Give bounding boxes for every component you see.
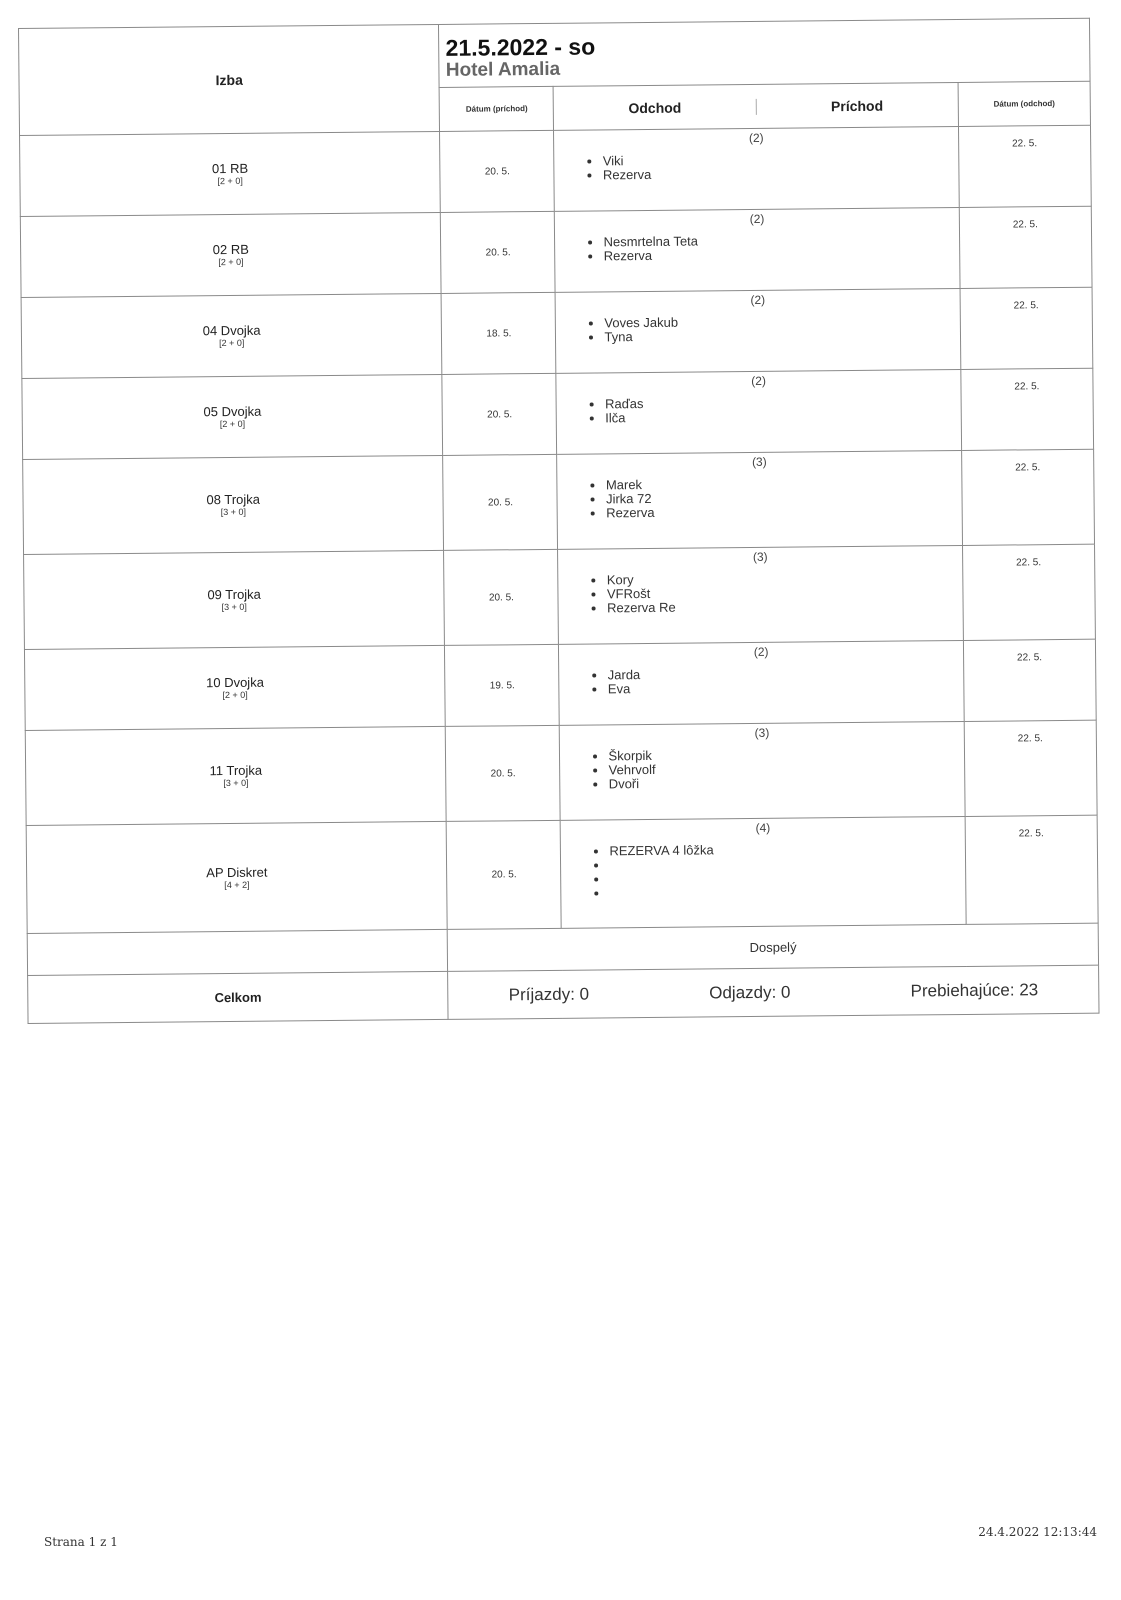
room-name: 02 RB	[212, 241, 249, 258]
room-name: 01 RB	[211, 160, 249, 177]
guest-cell	[561, 816, 966, 928]
table-row	[24, 639, 1096, 730]
adult-label: Dospelý	[448, 923, 1099, 971]
room-name: 04 Dvojka	[202, 322, 261, 339]
guest-item: • Marek	[606, 475, 961, 492]
guest-item: • Jirka 72	[606, 489, 961, 506]
room-capacity: [2 + 0]	[219, 337, 245, 349]
guest-list	[556, 232, 960, 264]
room-cell	[23, 455, 444, 554]
guest-item: • Dvoři	[609, 774, 964, 791]
guest-count: (3)	[752, 549, 768, 564]
total-label: Celkom	[28, 971, 449, 1023]
adult-row-blank	[27, 929, 448, 975]
departure-date: 22. 5.	[964, 720, 1097, 816]
departure-date: 22. 5.	[959, 206, 1092, 288]
room-name: AP Diskret	[206, 864, 268, 880]
guest-item: • REZERVA 4 lôžka	[609, 841, 964, 858]
guest-list	[561, 841, 965, 901]
hotel-name: Hotel Amalia	[445, 58, 561, 81]
departures-total: Odjazdy: 0	[709, 982, 791, 1002]
room-capacity: [3 + 0]	[220, 506, 247, 518]
guest-item: • Raďas	[605, 394, 960, 411]
room-cell	[24, 550, 445, 649]
guest-count: (2)	[750, 292, 766, 307]
guest-item: • Kory	[607, 570, 962, 587]
arrival-date: 20. 5.	[442, 373, 557, 455]
header-arrival-date: Dátum (príchod)	[439, 86, 554, 131]
header-room: Izba	[19, 24, 440, 135]
departure-date: 22. 5.	[965, 815, 1098, 924]
departure-date: 22. 5.	[963, 639, 1096, 721]
guest-count: (3)	[754, 725, 770, 740]
totals-cell	[448, 965, 1099, 1019]
guest-item: • Škorpik	[608, 746, 963, 763]
room-cell	[26, 821, 447, 933]
guest-item: • Rezerva Re	[607, 598, 962, 615]
guest-cell	[556, 369, 961, 454]
header-arrival: Príchod	[830, 97, 884, 114]
room-name: 09 Trojka	[207, 586, 261, 603]
room-capacity: [2 + 0]	[217, 175, 243, 187]
arrival-date: 20. 5.	[443, 454, 558, 550]
guest-item: • Voves Jakub	[604, 313, 959, 330]
guest-list	[560, 746, 964, 792]
table-row	[26, 815, 1098, 933]
guest-cell	[560, 721, 965, 820]
guest-cell	[556, 288, 961, 373]
guest-list	[560, 665, 964, 697]
guest-cell	[558, 545, 963, 644]
report-sheet	[18, 18, 1100, 1024]
room-name: 08 Trojka	[206, 491, 261, 508]
page-number: Strana 1 z 1	[44, 1535, 118, 1549]
table-row	[25, 720, 1097, 825]
guest-list	[557, 394, 961, 426]
guest-count: (2)	[749, 211, 765, 226]
table-row	[20, 206, 1092, 297]
header-row-top	[19, 18, 1091, 91]
guest-item: • Rezerva	[604, 246, 959, 263]
arrival-date: 20. 5.	[444, 549, 559, 645]
room-cell	[20, 212, 441, 297]
guest-item: • Jarda	[608, 665, 963, 682]
printed-timestamp: 24.4.2022 12:13:44	[978, 1525, 1097, 1539]
guest-count: (3)	[751, 454, 767, 469]
table-row	[21, 287, 1093, 378]
guest-count: (2)	[748, 130, 764, 145]
header-departure: Odchod	[554, 98, 756, 116]
departure-date: 22. 5.	[961, 368, 1094, 450]
guest-item: • VFRošt	[607, 584, 962, 601]
departure-date: 22. 5.	[962, 544, 1095, 640]
room-cell	[21, 293, 442, 378]
guest-list	[555, 151, 959, 183]
guest-item: • Rezerva	[603, 165, 958, 182]
room-name: 05 Dvojka	[203, 403, 262, 420]
room-capacity: [2 + 0]	[218, 256, 244, 268]
guest-count: (2)	[751, 373, 766, 388]
ongoing-total: Prebiehajúce: 23	[910, 979, 1039, 1000]
room-capacity: [4 + 2]	[224, 879, 250, 890]
guest-item: • Viki	[603, 151, 958, 168]
guest-count: (2)	[753, 644, 769, 659]
report-title	[439, 18, 1090, 87]
departure-date: 22. 5.	[958, 125, 1091, 207]
room-cell	[22, 374, 443, 459]
room-cell	[24, 645, 445, 730]
room-cell	[20, 131, 441, 216]
room-name: 11 Trojka	[209, 762, 263, 779]
table-row	[20, 125, 1092, 216]
arrival-date: 19. 5.	[445, 644, 560, 726]
guest-cell	[555, 207, 960, 292]
guest-item: • Ilča	[605, 408, 960, 425]
totals-row	[28, 965, 1099, 1023]
guest-count: (4)	[755, 820, 771, 835]
arrival-date: 20. 5.	[441, 211, 556, 293]
header-departure-arrival	[554, 82, 959, 130]
header-departure-date: Dátum (odchod)	[958, 81, 1091, 126]
room-cell	[25, 726, 446, 825]
arrival-date: 20. 5.	[446, 725, 561, 821]
room-table	[18, 18, 1100, 1024]
guest-item: • Eva	[608, 679, 963, 696]
room-capacity: [3 + 0]	[221, 601, 247, 613]
guest-item: • Nesmrtelna Teta	[604, 232, 959, 249]
guest-cell	[557, 450, 962, 549]
room-capacity: [3 + 0]	[223, 777, 249, 789]
guest-list	[558, 475, 962, 521]
guest-list	[559, 570, 963, 616]
guest-list	[556, 313, 960, 345]
guest-item: • Rezerva	[606, 503, 961, 520]
arrival-date: 20. 5.	[440, 130, 555, 212]
arrival-date: 18. 5.	[441, 292, 556, 374]
table-row	[22, 368, 1094, 459]
guest-cell	[559, 640, 964, 725]
guest-item	[610, 883, 965, 900]
report-date: 21.5.2022 - so	[445, 33, 596, 61]
departure-date: 22. 5.	[961, 449, 1094, 545]
guest-item: • Tyna	[604, 327, 959, 344]
guest-cell	[554, 126, 959, 211]
room-name: 10 Dvojka	[206, 674, 264, 691]
arrival-date: 20. 5.	[447, 820, 562, 929]
table-row	[23, 449, 1095, 554]
room-capacity: [2 + 0]	[222, 689, 248, 701]
arrivals-total: Príjazdy: 0	[508, 984, 590, 1004]
table-row	[24, 544, 1096, 649]
departure-date: 22. 5.	[960, 287, 1093, 369]
guest-item: • Vehrvolf	[609, 760, 964, 777]
room-capacity: [2 + 0]	[219, 418, 246, 430]
